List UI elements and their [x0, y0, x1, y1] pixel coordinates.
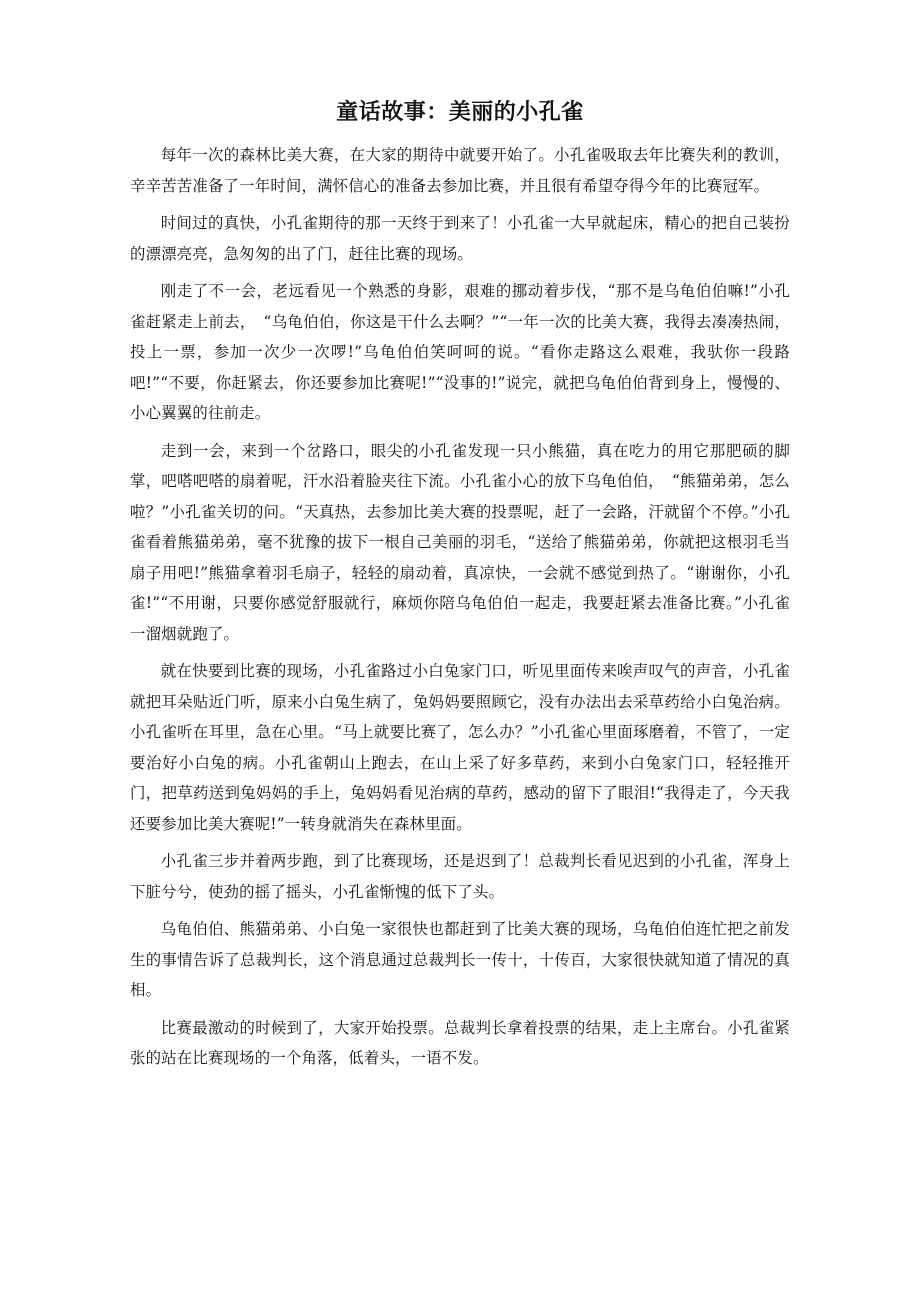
paragraph-8: 比赛最激动的时候到了，大家开始投票。总裁判长拿着投票的结果，走上主席台。小孔雀紧张的站在比赛现场的一个角落，低着头，一语不发。: [130, 1018, 790, 1067]
document-title: 童话故事：美丽的小孔雀: [336, 100, 584, 125]
paragraph-3: 刚走了不一会，老远看见一个熟悉的身影，艰难的挪动着步伐，“那不是乌龟伯伯嘛!”小孔雀赶紧走上前去， “乌龟伯伯，你这是干什么去啊？”“一年一次的比美大赛，我得去凑凑热闹，投上一票，参加一次少一次啰!”乌龟伯伯笑呵呵的说。“看你走路这么艰难，我驮你一段路吧!”“不要，你赶紧去，你还要参加比赛呢!”“没事的!”说完，就把乌龟伯伯背到身上，慢慢的、小心翼翼的往前走。: [130, 282, 790, 422]
paragraph-1: 每年一次的森林比美大赛，在大家的期待中就要开始了。小孔雀吸取去年比赛失利的教训，辛辛苦苦准备了一年时间，满怀信心的准备去参加比赛，并且很有希望夺得今年的比赛冠军。: [130, 146, 790, 195]
paragraph-2: 时间过的真快，小孔雀期待的那一天终于到来了！小孔雀一大早就起床，精心的把自己装扮的漂漂亮亮，急匆匆的出了门，赶往比赛的现场。: [130, 214, 790, 263]
paragraph-6: 小孔雀三步并着两步跑，到了比赛现场，还是迟到了！总裁判长看见迟到的小孔雀，浑身上下脏兮兮，使劲的摇了摇头，小孔雀惭愧的低下了头。: [130, 852, 790, 901]
paragraph-5: 就在快要到比赛的现场，小孔雀路过小白兔家门口，听见里面传来唉声叹气的声音，小孔雀就把耳朵贴近门听，原来小白兔生病了，兔妈妈要照顾它，没有办法出去采草药给小白兔治病。小孔雀听在耳里，急在心里。“马上就要比赛了，怎么办？”小孔雀心里面琢磨着，不管了，一定要治好小白兔的病。小孔雀朝山上跑去，在山上采了好多草药，来到小白兔家门口，轻轻推开门，把草药送到兔妈妈的手上，兔妈妈看见治病的草药，感动的留下了眼泪!“我得走了，今天我还要参加比美大赛呢!”一转身就消失在森林里面。: [130, 662, 790, 833]
paragraph-7: 乌龟伯伯、熊猫弟弟、小白兔一家很快也都赶到了比美大赛的现场，乌龟伯伯连忙把之前发生的事情告诉了总裁判长，这个消息通过总裁判长一传十，十传百，大家很快就知道了情况的真相。: [130, 920, 790, 999]
document-page: [130, 88, 790, 1081]
paragraph-4: 走到一会，来到一个岔路口，眼尖的小孔雀发现一只小熊猫，真在吃力的用它那肥硕的脚掌，吧嗒吧嗒的扇着呢，汗水沿着脸夹往下流。小孔雀小心的放下乌龟伯伯， “熊猫弟弟，怎么啦？”小孔雀关切的问。“天真热，去参加比美大赛的投票呢，赶了一会路，汗就留个不停。”小孔雀看着熊猫弟弟，毫不犹豫的拔下一根自己美丽的羽毛，“送给了熊猫弟弟，你就把这根羽毛当扇子用吧!”熊猫拿着羽毛扇子，轻轻的扇动着，真凉快，一会就不感觉到热了。“谢谢你，小孔雀!”“不用谢，只要你感觉舒服就行，麻烦你陪乌龟伯伯一起走，我要赶紧去准备比赛。”小孔雀一溜烟就跑了。: [130, 441, 790, 643]
